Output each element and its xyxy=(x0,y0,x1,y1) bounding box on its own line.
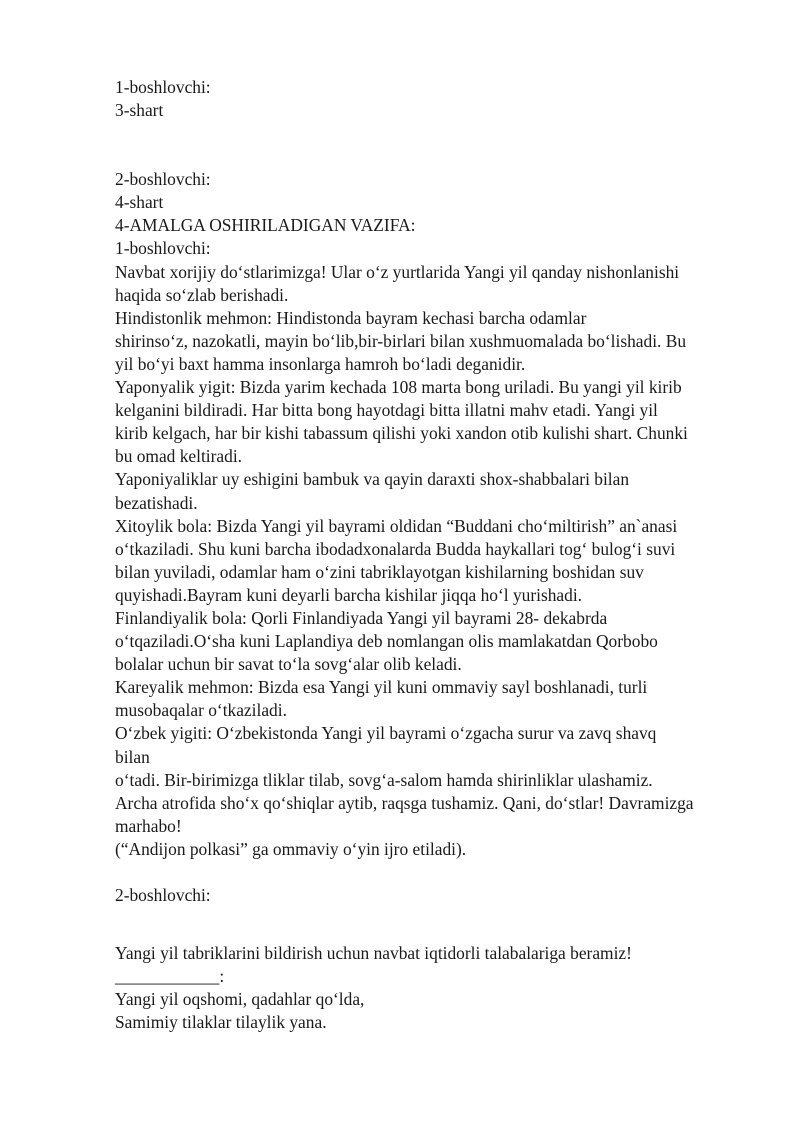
text-line: bu omad keltiradi. xyxy=(115,446,243,467)
dialogue-body xyxy=(115,261,755,861)
blank-name-line: ____________: xyxy=(115,966,225,987)
text-line: marhabo! xyxy=(115,815,182,836)
text-line: Yaponiyaliklar uy eshigini bambuk va qayin daraxti shox-shabbalari bilan xyxy=(115,469,630,490)
task-heading: 4-AMALGA OSHIRILADIGAN VAZIFA: xyxy=(115,215,416,236)
blank-space xyxy=(115,861,755,884)
blank-space xyxy=(115,930,755,942)
text-line: kelganini bildiradi. Har bitta bong hayotdagi bitta illatni mahv etadi. Yangi yil xyxy=(115,400,658,421)
blank-space xyxy=(115,907,755,930)
text-line: O‘zbek yigiti: O‘zbekistonda Yangi yil bayrami o‘zgacha surur va zavq shavq xyxy=(115,723,657,744)
text-line: shirinso‘z, nazokatli, mayin bo‘lib,bir-birlari bilan xushmuomalada bo‘lishadi. Bu xyxy=(115,330,687,351)
text-line: o‘tkaziladi. Shu kuni barcha ibodadxonalarda Budda haykallari tog‘ bulog‘i suvi xyxy=(115,538,676,559)
text-line: Hindistonlik mehmon: Hindistonda bayram kechasi barcha odamlar xyxy=(115,307,587,328)
announcement-text: Yangi yil tabriklarini bildirish uchun navbat iqtidorli talabalariga beramiz! xyxy=(115,943,632,964)
document-page xyxy=(115,76,755,1034)
speaker-label: 2-boshlovchi: xyxy=(115,169,211,190)
poem-line: Yangi yil oqshomi, qadahlar qo‘lda, xyxy=(115,989,365,1010)
text-line: kirib kelgach, har bir kishi tabassum qilishi yoki xandon otib kulishi shart. Chunki xyxy=(115,423,688,444)
text-line: haqida so‘zlab berishadi. xyxy=(115,284,289,305)
text-line: Navbat xorijiy do‘stlarimizga! Ular o‘z yurtlarida Yangi yil qanday nishonlanishi xyxy=(115,261,680,282)
speaker-label: 1-boshlovchi: xyxy=(115,238,211,259)
text-line: Finlandiyalik bola: Qorli Finlandiyada Yangi yil bayrami 28- dekabrda xyxy=(115,607,608,628)
blank-space xyxy=(115,122,755,168)
condition-label: 4-shart xyxy=(115,192,164,213)
text-line: o‘tadi. Bir-birimizga tliklar tilab, sovg‘a-salom hamda shirinliklar ulashamiz. xyxy=(115,769,653,790)
text-line: bilan xyxy=(115,746,150,767)
text-line: bezatishadi. xyxy=(115,492,198,513)
speaker-label: 2-boshlovchi: xyxy=(115,885,211,905)
condition-label: 3-shart xyxy=(115,100,164,121)
speaker-label: 1-boshlovchi: xyxy=(115,77,211,97)
text-line: quyishadi.Bayram kuni deyarli barcha kishilar jiqqa ho‘l yurishadi. xyxy=(115,584,583,605)
text-line: Kareyalik mehmon: Bizda esa Yangi yil kuni ommaviy sayl boshlanadi, turli xyxy=(115,677,648,698)
text-line: o‘tqaziladi.O‘sha kuni Laplandiya deb nomlangan olis mamlakatdan Qorbobo xyxy=(115,631,658,652)
text-line: (“Andijon polkasi” ga ommaviy o‘yin ijro etiladi). xyxy=(115,838,467,859)
text-line: yil bo‘yi baxt hamma insonlarga hamroh bo‘ladi deganidir. xyxy=(115,353,526,374)
text-line: Archa atrofida sho‘x qo‘shiqlar aytib, raqsga tushamiz. Qani, do‘stlar! Davramizga xyxy=(115,792,694,813)
text-line: bolalar uchun bir savat to‘la sovg‘alar olib keladi. xyxy=(115,654,462,675)
text-line: bilan yuviladi, odamlar ham o‘zini tabriklayotgan kishilarning boshidan suv xyxy=(115,561,644,582)
text-line: musobaqalar o‘tkaziladi. xyxy=(115,700,287,721)
text-line: Xitoylik bola: Bizda Yangi yil bayrami oldidan “Buddani cho‘miltirish” an`anasi xyxy=(115,515,678,536)
text-line: Yaponyalik yigit: Bizda yarim kechada 108 marta bong uriladi. Bu yangi yil kirib xyxy=(115,377,682,398)
poem-line: Samimiy tilaklar tilaylik yana. xyxy=(115,1012,327,1033)
